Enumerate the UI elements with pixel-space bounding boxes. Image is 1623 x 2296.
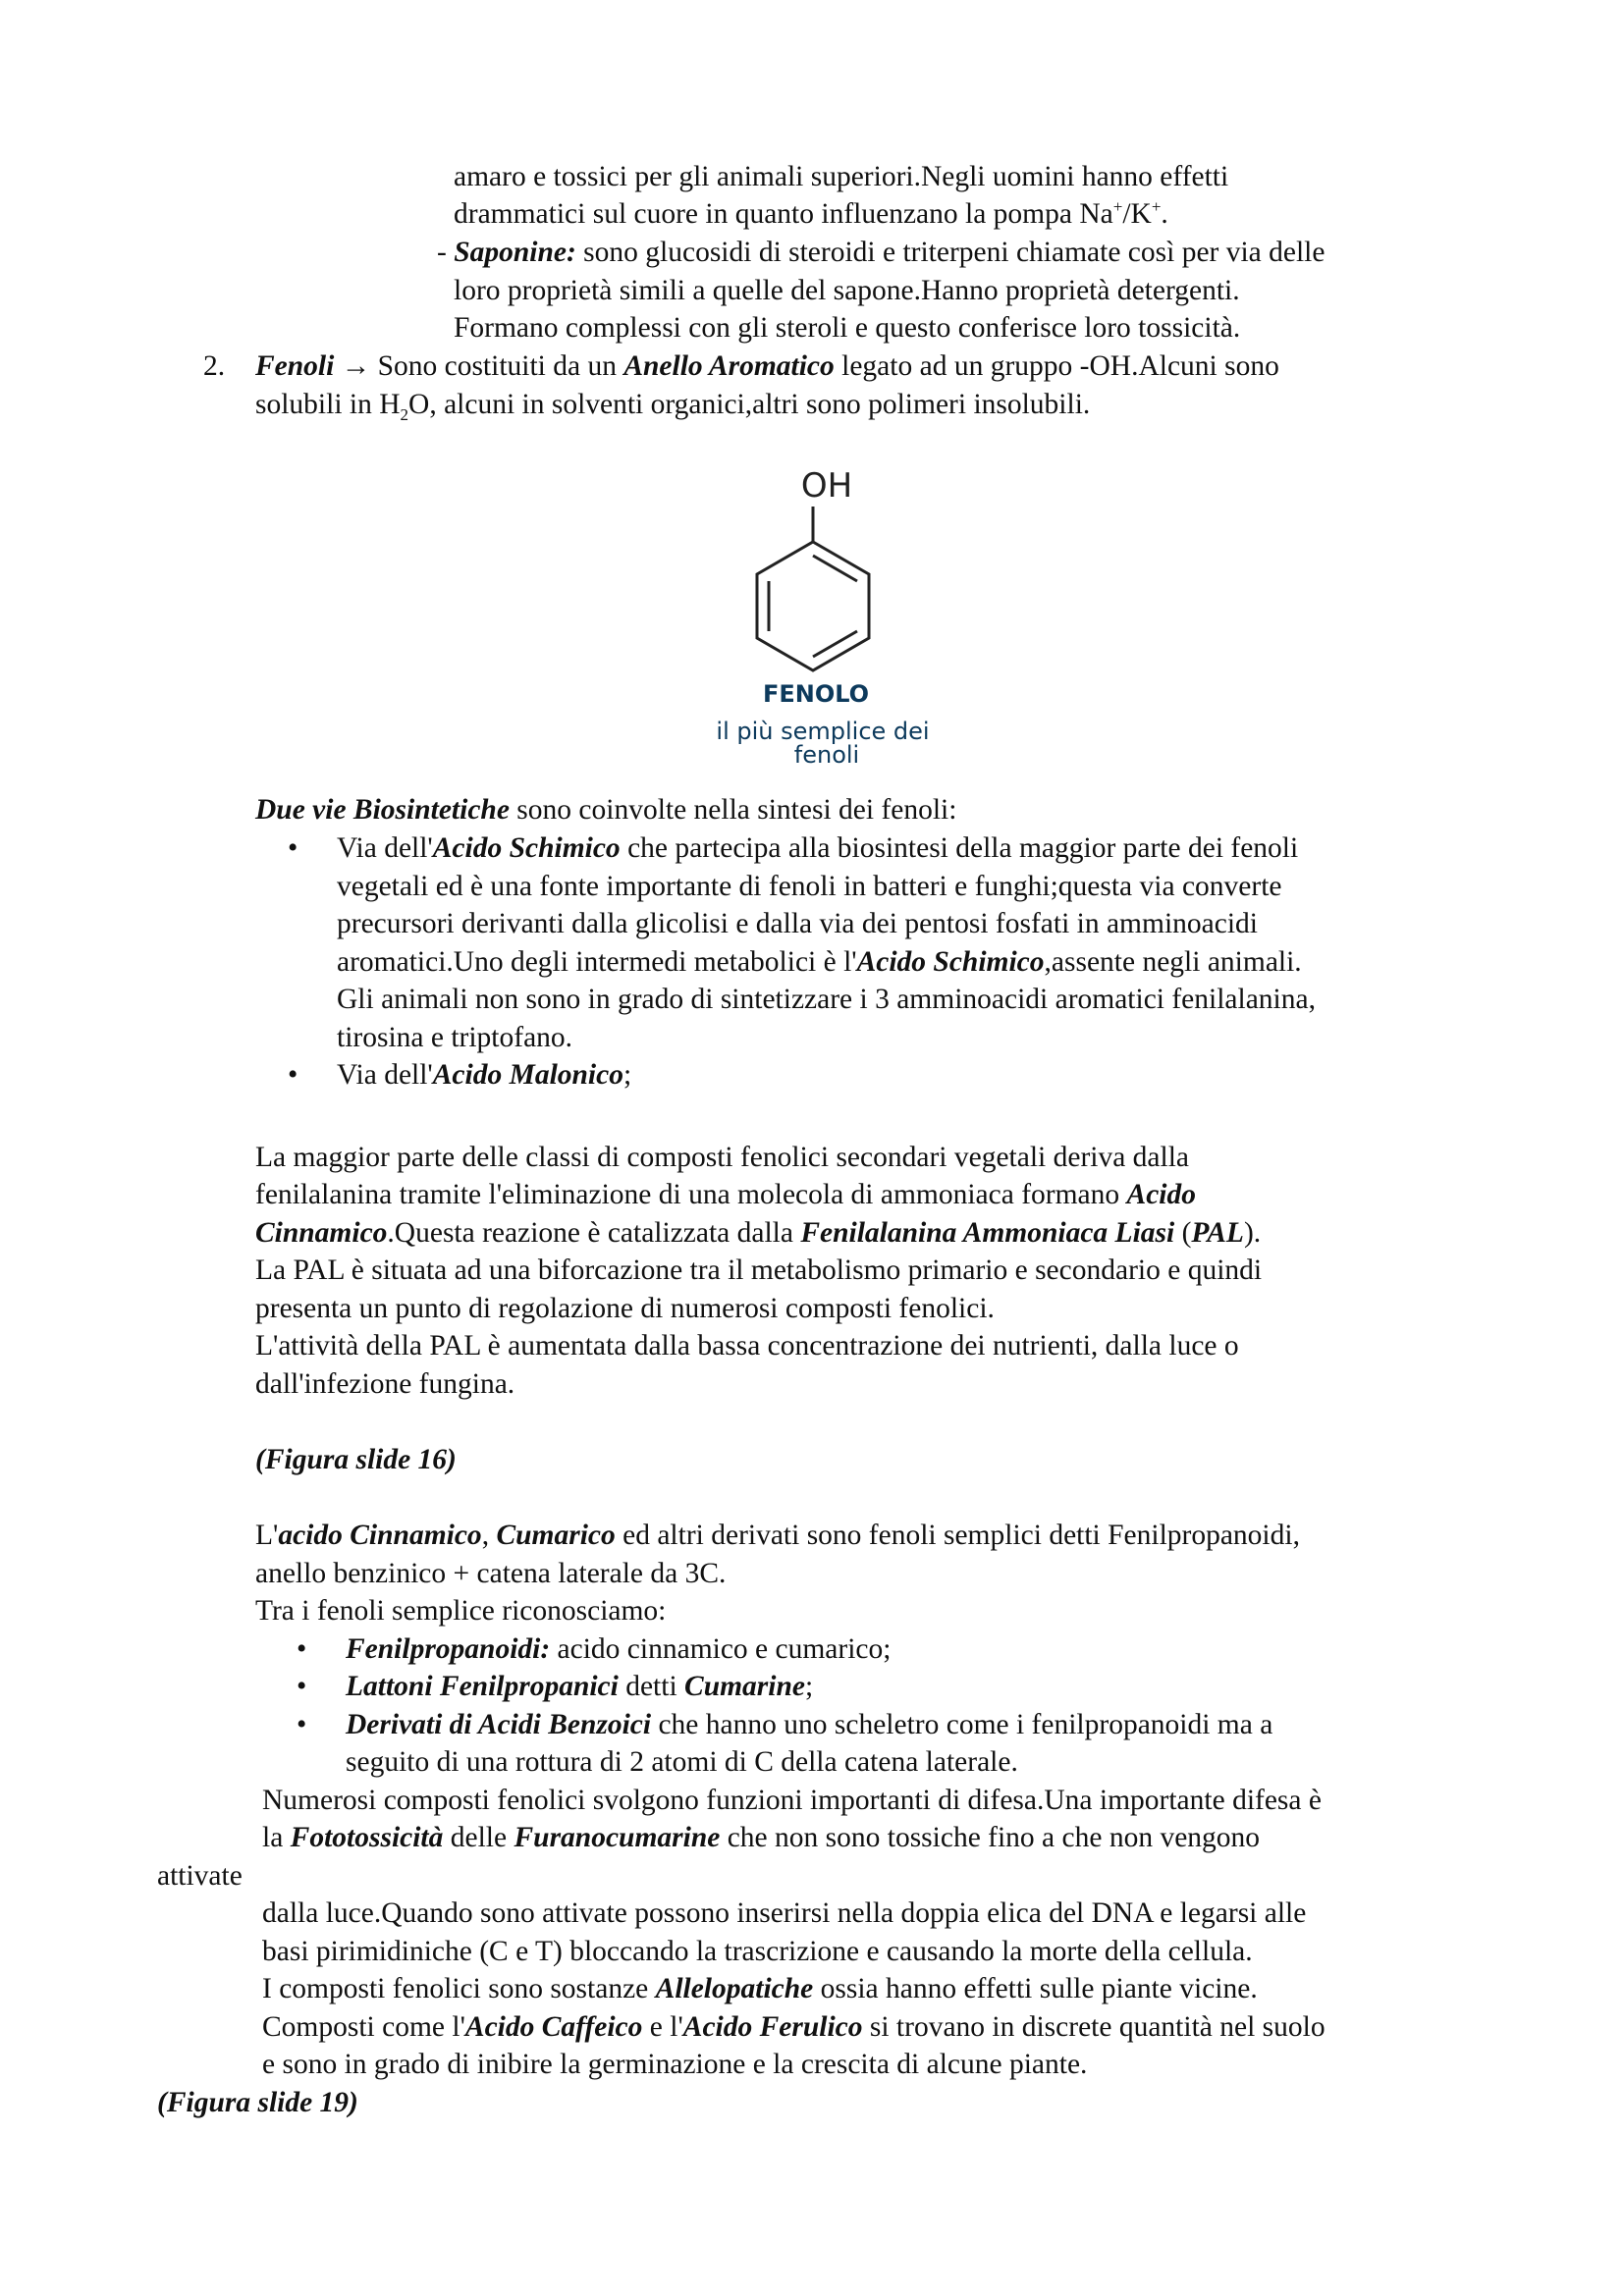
text-line: vegetali ed è una fonte importante di fenoli in batteri e funghi;questa via converte — [337, 871, 1282, 902]
text-line — [337, 943, 1302, 982]
bullet-icon: • — [297, 1671, 307, 1702]
figure-reference: (Figura slide 16) — [255, 1444, 457, 1475]
text-segment: delle — [443, 1822, 514, 1853]
term-acido-ferulico: Acido Ferulico — [682, 2011, 863, 2043]
text-segment: I composti fenolici sono sostanze — [262, 1973, 656, 2004]
text-segment: ,assente negli animali. — [1044, 946, 1302, 978]
term-due-vie: Due vie Biosintetiche — [255, 794, 510, 826]
text-segment: detti — [618, 1671, 685, 1702]
text-line — [454, 195, 1168, 234]
bullet-icon: • — [297, 1709, 307, 1740]
term-acido-schimico: Acido Schimico — [856, 946, 1045, 978]
term-acido-cinnamico: acido Cinnamico — [278, 1520, 482, 1551]
text-line: Gli animali non sono in grado di sintetizzare i 3 amminoacidi aromatici fenilalanina, — [337, 984, 1316, 1015]
text-line: dall'infezione fungina. — [255, 1368, 515, 1400]
subscript: 2 — [400, 404, 409, 424]
text-line: La maggior parte delle classi di composti fenolici secondari vegetali deriva dalla — [255, 1142, 1190, 1173]
text-segment: ed altri derivati sono fenoli semplici detti Fenilpropanoidi, — [615, 1520, 1300, 1551]
figure-caption: fenoli — [793, 741, 860, 769]
text-line: anello benzinico + catena laterale da 3C. — [255, 1558, 727, 1589]
term-lattoni: Lattoni Fenilpropanici — [346, 1671, 619, 1702]
bullet-icon: • — [297, 1633, 307, 1665]
text-line: L'attività della PAL è aumentata dalla bassa concentrazione dei nutrienti, dalla luce o — [255, 1330, 1239, 1362]
text-line: Numerosi composti fenolici svolgono funzioni importanti di difesa.Una importante difesa è — [262, 1785, 1322, 1816]
text-segment: ( — [1174, 1217, 1192, 1249]
text-segment: che hanno uno scheletro come i fenilpropanoidi ma a — [651, 1709, 1273, 1740]
text-line — [255, 386, 1090, 424]
text-segment: la — [262, 1822, 291, 1853]
text-segment: e l' — [642, 2011, 683, 2043]
term-saponine: Saponine: — [454, 237, 576, 268]
term-acido-malonico: Acido Malonico — [432, 1059, 623, 1091]
list-number: 2. — [203, 350, 226, 382]
list-item — [346, 1630, 891, 1669]
list-item — [346, 1706, 1272, 1744]
text-segment: . — [1161, 198, 1168, 230]
text-line — [262, 2008, 1325, 2047]
term-derivati-benzoici: Derivati di Acidi Benzoici — [346, 1709, 652, 1740]
term-fototossicita: Fototossicità — [290, 1822, 444, 1853]
text-line: precursori derivanti dalla glicolisi e dalla via dei pentosi fosfati in amminoacidi — [337, 908, 1258, 939]
text-segment: .Questa reazione è catalizzata dalla — [387, 1217, 801, 1249]
text-segment: → Sono costituiti da un — [334, 350, 624, 382]
text-segment: ; — [805, 1671, 814, 1702]
term-pal-full: Fenilalanina Ammoniaca Liasi — [800, 1217, 1175, 1249]
text-segment: acido cinnamico e cumarico; — [550, 1633, 892, 1665]
text-segment: O, alcuni in solventi organici,altri sono polimeri insolubili. — [408, 389, 1091, 420]
text-line: presenta un punto di regolazione di numerosi composti fenolici. — [255, 1293, 995, 1324]
text-line: Formano complessi con gli steroli e questo conferisce loro tossicità. — [454, 312, 1241, 344]
text-line: attivate — [157, 1860, 243, 1892]
term-fenoli: Fenoli — [255, 350, 335, 382]
term-pal: PAL — [1191, 1217, 1244, 1249]
term-acido-caffeico: Acido Caffeico — [464, 2011, 643, 2043]
text-segment: aromatici.Uno degli intermedi metabolici è l' — [337, 946, 857, 978]
bullet-icon: • — [288, 1059, 298, 1091]
dash: - — [437, 237, 455, 268]
text-segment: sono glucosidi di steroidi e triterpeni chiamate così per via delle — [575, 237, 1325, 268]
text-line: Tra i fenoli semplice riconosciamo: — [255, 1595, 667, 1627]
term-fenilpropanoidi: Fenilpropanoidi: — [346, 1633, 551, 1665]
text-segment: sono coinvolte nella sintesi dei fenoli: — [509, 794, 957, 826]
list-item — [337, 829, 1298, 868]
term-cinnamico: Cinnamico — [255, 1217, 388, 1249]
superscript: + — [1112, 197, 1123, 217]
text-segment: ). — [1243, 1217, 1262, 1249]
bullet-icon: • — [288, 832, 298, 864]
superscript: + — [1151, 197, 1162, 217]
text-segment: ossia hanno effetti sulle piante vicine. — [813, 1973, 1258, 2004]
text-segment: solubili in H — [255, 389, 401, 420]
text-line: e sono in grado di inibire la germinazione e la crescita di alcune piante. — [262, 2049, 1088, 2080]
figure-caption: il più semplice dei — [716, 718, 930, 745]
text-line: loro proprietà simili a quelle del sapone.Hanno proprietà detergenti. — [454, 275, 1240, 306]
figure-reference: (Figura slide 19) — [157, 2087, 358, 2118]
fenoli-line — [255, 347, 1279, 386]
text-segment: fenilalanina tramite l'eliminazione di una molecola di ammoniaca formano — [255, 1179, 1127, 1210]
list-item — [346, 1668, 813, 1706]
text-segment: /K — [1122, 198, 1152, 230]
text-line — [255, 1176, 1196, 1214]
term-cumarine: Cumarine — [684, 1671, 805, 1702]
term-furanocumarine: Furanocumarine — [514, 1822, 721, 1853]
list-item — [337, 1056, 631, 1095]
term-allelopatiche: Allelopatiche — [655, 1973, 814, 2004]
phenol-structure-icon — [705, 461, 950, 775]
text-segment: Composti come l' — [262, 2011, 465, 2043]
text-segment: Via dell' — [337, 832, 433, 864]
text-segment: ; — [622, 1059, 632, 1091]
text-segment: legato ad un gruppo -OH.Alcuni sono — [834, 350, 1279, 382]
text-line — [255, 1517, 1300, 1555]
text-segment: che partecipa alla biosintesi della maggior parte dei fenoli — [620, 832, 1299, 864]
oh-label: OH — [800, 466, 853, 506]
text-segment: che non sono tossiche fino a che non vengono — [720, 1822, 1261, 1853]
text-segment: drammatici sul cuore in quanto influenzano la pompa Na — [454, 198, 1113, 230]
term-acido-schimico: Acido Schimico — [432, 832, 621, 864]
term-cumarico: Cumarico — [496, 1520, 616, 1551]
text-line: dalla luce.Quando sono attivate possono inserirsi nella doppia elica del DNA e legarsi alle — [262, 1897, 1307, 1929]
text-segment: Via dell' — [337, 1059, 433, 1091]
text-line — [255, 791, 956, 829]
text-segment: , — [481, 1520, 497, 1551]
text-segment: L' — [255, 1520, 279, 1551]
text-line: seguito di una rottura di 2 atomi di C della catena laterale. — [346, 1746, 1018, 1778]
term-acido: Acido — [1126, 1179, 1196, 1210]
text-line — [262, 1819, 1260, 1857]
text-line: basi pirimidiniche (C e T) bloccando la trascrizione e causando la morte della cellula. — [262, 1936, 1253, 1967]
figure-title: FENOLO — [762, 680, 870, 708]
term-anello-aromatico: Anello Aromatico — [623, 350, 835, 382]
phenol-figure — [705, 461, 950, 775]
text-line: amaro e tossici per gli animali superiori.Negli uomini hanno effetti — [454, 161, 1229, 192]
text-segment: si trovano in discrete quantità nel suolo — [862, 2011, 1325, 2043]
text-line — [255, 1214, 1261, 1253]
saponine-line — [437, 234, 1325, 272]
text-line: tirosina e triptofano. — [337, 1022, 573, 1053]
text-line: La PAL è situata ad una biforcazione tra il metabolismo primario e secondario e quindi — [255, 1255, 1263, 1286]
text-line — [262, 1970, 1258, 2008]
